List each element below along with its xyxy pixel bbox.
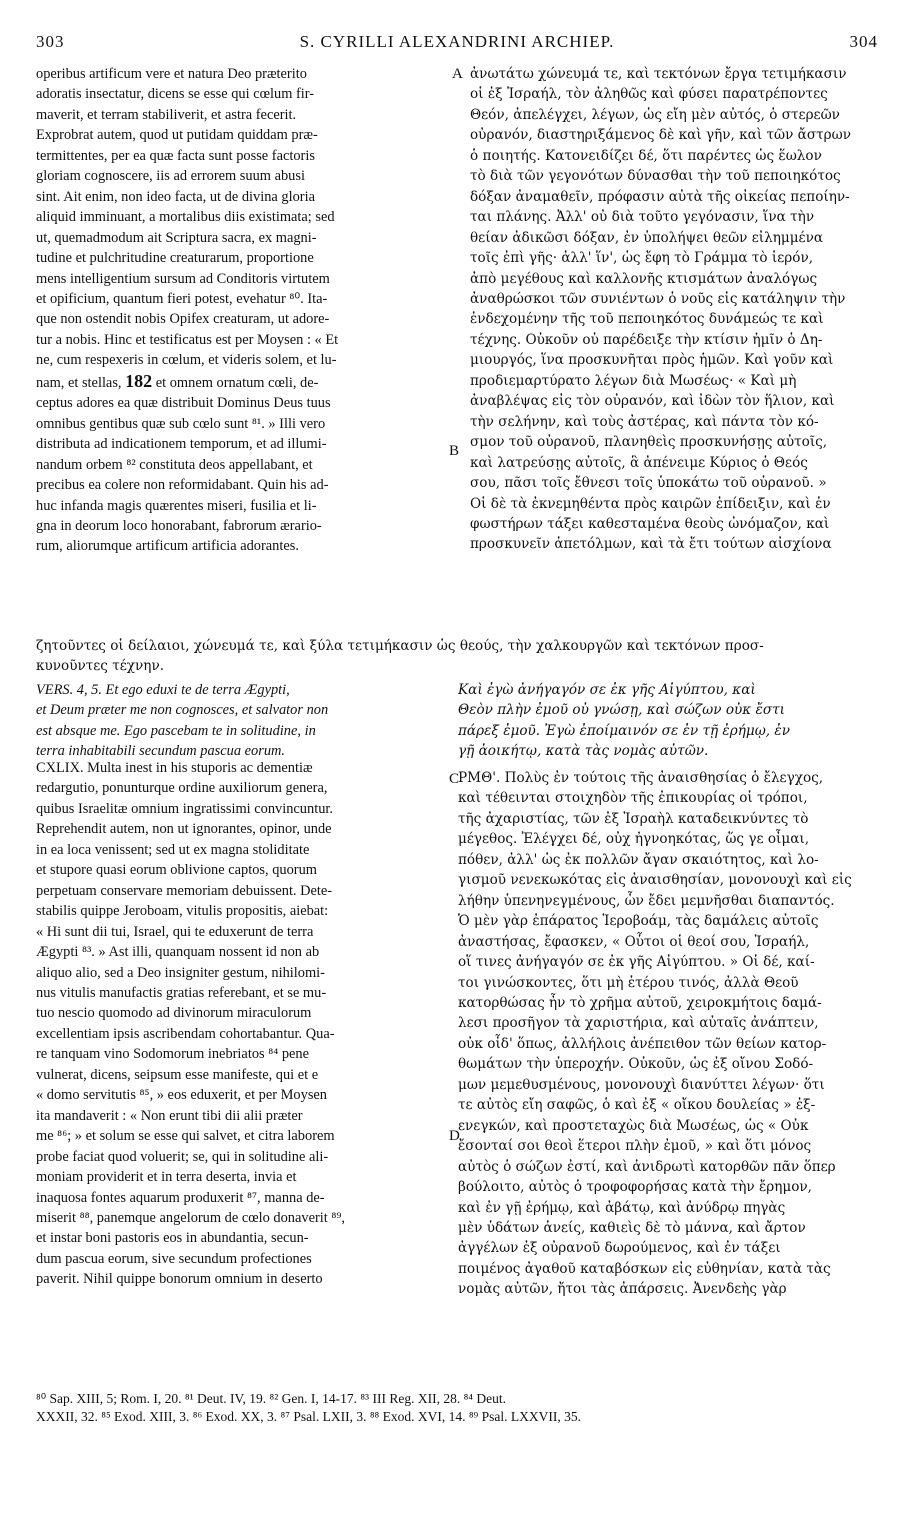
footnote-line: XXXII, 32. ⁸⁵ Exod. XIII, 3. ⁸⁶ Exod. XX, 3. ⁸⁷ Psal. LXII, 3. ⁸⁸ Exod. XVI, 14. ⁸⁹ Psal. LXXVII, 35. <box>36 1409 582 1424</box>
text-line: quibus Israelitæ omnium ingratissimi convincuntur. <box>36 800 333 817</box>
text-line: τε αὐτὸς εἴη σαφῶς, ὁ καὶ ἐξ « οἴκου δουλείας » ἐξ- <box>458 1097 816 1114</box>
margin-marker-d: D <box>449 1128 460 1144</box>
text-line: ἀνωτάτω χώνευμά τε, καὶ τεκτόνων ἔργα τετιμήκασιν <box>470 66 847 82</box>
text-line: σμον τοῦ οὐρανοῦ, πλανηθεὶς προσκυνήσῃς αὐτοῖς, <box>470 434 828 451</box>
text-line: inaquosa fontes aquarum produxerit ⁸⁷, manna de- <box>36 1189 325 1206</box>
text-line: Καὶ ἐγὼ ἀνήγαγόν σε ἐκ γῆς Αἰγύπτου, καὶ <box>458 682 756 698</box>
text-line: VERS. 4, 5. Et ego eduxi te de terra Ægypti, <box>36 682 290 698</box>
footnote-line: ⁸⁰ Sap. XIII, 5; Rom. I, 20. ⁸¹ Deut. IV, 19. ⁸² Gen. I, 14-17. ⁸³ III Reg. XII, 28. ⁸⁴ Deut. <box>36 1391 506 1406</box>
text-line: λεσι προσῆγον τὰ χαριστήρια, καὶ αὐταῖς ἀνάπτειν, <box>458 1015 819 1032</box>
verse-latin <box>36 680 446 762</box>
page-number-right: 304 <box>849 32 878 51</box>
text-line: operibus artificum vere et natura Deo præterito <box>36 66 307 82</box>
text-line: οὐκ οἶδ' ὅπως, ἀλλήλοις ἀνέπειθον τῶν θείων κατορ- <box>458 1035 827 1052</box>
text-line: μέγεθος. Ἐλέγχει δέ, οὐχ ἠγνοηκότας, ὥς γε οἶμαι, <box>458 831 810 848</box>
text-line: τῆς ἀχαριστίας, τῶν ἐξ Ἰσραὴλ καταδεικνύντες τὸ <box>458 810 809 827</box>
margin-marker-b: B <box>449 443 460 459</box>
text-line: paverit. Nihil quippe bonorum omnium in deserto <box>36 1271 323 1288</box>
text-line: dum pascua eorum, sive secundum profectiones <box>36 1250 312 1267</box>
text-line: ἀναθρώσκοι τῶν συνιέντων ὁ νοῦς εἰς κατάληψιν τὴν <box>470 290 846 307</box>
text-line: et Deum præter me non cognosces, et salvator non <box>36 702 329 719</box>
text-line: δόξαν ἀναμαθεῖν, πρόφασιν αὐτὰ τῆς οἰκείας πεποίην- <box>470 188 850 205</box>
text-line: aliquo alio, sed a Deo insigniter gestum, nihilomi- <box>36 964 325 981</box>
text-line: « Hi sunt dii tui, Israel, qui te eduxerunt de terra <box>36 923 314 940</box>
page-number-left: 303 <box>36 32 65 51</box>
text-line: re tanquam vino Sodomorum inebriatos ⁸⁴ pene <box>36 1046 310 1063</box>
text-line: ἀπὸ μεγέθους καὶ καλλονῆς κτισμάτων ἀναλόγως <box>470 270 818 287</box>
text-line: mens intelligentium sursum ad Conditoris virtutem <box>36 270 330 287</box>
text-line: θωμάτων τὴν ὑπεροχήν. Οὐκοῦν, ὡς ἐξ οἴνου Σοδό- <box>458 1056 814 1073</box>
text-line: terra inhabitabili secundum pascua eorum. <box>36 743 286 760</box>
text-line: omnibus gentibus quæ sub cœlo sunt ⁸¹. » Illi vero <box>36 415 326 432</box>
text-line: ὁ ποιητής. Κατονειδίζει δέ, ὅτι παρέντες ὡς ἕωλον <box>470 147 822 164</box>
latin-column-upper <box>36 64 446 557</box>
text-line: πάρεξ ἐμοῦ. Ἐγὼ ἐποίμαινόν σε ἐν τῇ ἐρήμῳ, ἐν <box>458 722 790 739</box>
text-line: perpetuam conservare memoriam debuissent. Dete- <box>36 882 333 899</box>
verse-greek <box>458 680 880 762</box>
footnotes <box>36 1390 880 1426</box>
text-line: aliquid imminuant, a mortalibus diis existimata; sed <box>36 209 335 226</box>
text-line: huc infanda magis quærentes miseri, fusilia et li- <box>36 497 317 514</box>
text-line: τοῖς ἐπὶ γῆς· ἀλλ' ἵν', ὡς ἔφη τὸ Γράμμα τὸ ἱερόν, <box>470 250 814 267</box>
text-line: καὶ τέθεινται στοιχηδὸν τῆς ἐπικουρίας οἱ τρόποι, <box>458 790 808 807</box>
margin-marker-c: C <box>449 771 460 787</box>
text-line: πόθεν, ἀλλ' ὡς ἐκ πολλῶν ἄγαν σκαιότητος, καὶ λο- <box>458 851 819 868</box>
text-line: que non ostendit nobis Opifex creaturam, ut adore- <box>36 311 330 328</box>
text-line: οὐρανόν, διαστηριξάμενος δὲ καὶ γῆν, καὶ τῶν ἄστρων <box>470 127 851 144</box>
text-line: vulnerat, dicens, seipsum esse manifeste, qui et e <box>36 1066 319 1083</box>
text-line: nandum orbem ⁸² constituta deos appellabant, et <box>36 456 313 473</box>
text-line: miserit ⁸⁸, panemque angelorum de cœlo donaverit ⁸⁹, <box>36 1209 345 1226</box>
text-line: moniam providerit et in terra deserta, invia et <box>36 1169 297 1186</box>
text-line: gloriam cognoscere, iis ad errorem suum abusi <box>36 168 305 185</box>
text-line: et instar boni pastoris eos in abundantia, secun- <box>36 1230 309 1247</box>
greek-spanning-lines <box>36 636 880 677</box>
text-line: tudine et pulchritudine creaturarum, proportione <box>36 250 314 267</box>
text-line: Ægypti ⁸³. » Ast illi, quanquam nossent id non ab <box>36 944 320 961</box>
text-line: maverit, et terram stabiliverit, et astra fecerit. <box>36 106 297 123</box>
latin-column-lower <box>36 758 446 1290</box>
text-line: σου, πᾶσι τοῖς ἔθνεσι τοῖς ὑποκάτω τοῦ οὐρανοῦ. » <box>470 475 827 492</box>
text-line: tuo nescio quomodo ad divinorum miraculorum <box>36 1005 312 1022</box>
text-line: sint. Ait enim, non ideo facta, ut de divina gloria <box>36 188 315 205</box>
text-line: et stupore quasi eorum oblivione captos, quorum <box>36 862 317 879</box>
text-line: οἵ τινες ἀνήγαγόν σε ἐκ γῆς Αἰγύπτου. » Οἱ δέ, καί- <box>458 954 815 971</box>
text-line: excellentiam ipsis ascribendam cohortabantur. Qua- <box>36 1025 335 1042</box>
text-line: ἀγγέλων ἐξ οὐρανοῦ δωρούμενος, καὶ ἐν τάξει <box>458 1240 781 1257</box>
margin-marker-a: A <box>452 66 463 82</box>
text-line: ne, cum respexeris in cœlum, et videris solem, et lu- <box>36 352 337 369</box>
text-line: ζητοῦντες οἱ δείλαιοι, χώνευμά τε, καὶ ξύλα τετιμήκασιν ὡς θεούς, τὴν χαλκουργῶν καὶ τεκτόνων προσ- <box>36 638 764 654</box>
text-line: precibus ea colere non reformidabant. Quin his ad- <box>36 477 329 494</box>
text-line: καὶ ἐν γῇ ἐρήμῳ, καὶ ἀβάτῳ, καὶ ἀνύδρῳ πηγὰς <box>458 1199 786 1216</box>
text-line: κυνοῦντες τέχνην. <box>36 658 165 675</box>
text-line: ἔσονταί σοι θεοὶ ἕτεροι πλὴν ἐμοῦ, » καὶ ὅτι μόνος <box>458 1138 812 1155</box>
text-line: ται πλάνης. Ἀλλ' οὐ διὰ τοῦτο γεγόνασιν, ἵνα τὴν <box>470 209 815 226</box>
text-line: ΡΜΘ'. Πολὺς ἐν τούτοις τῆς ἀναισθησίας ὁ ἔλεγχος, <box>458 770 824 786</box>
text-line: γισμοῦ νενεκωκότας εἰς ἀναισθησίαν, μονονουχὶ καὶ εἰς <box>458 872 852 889</box>
text-line: termittentes, per ea quæ facta sunt posse factoris <box>36 147 315 164</box>
text-line: λήθην ὑπενηνεγμένους, ὧν ἔδει μεμνῆσθαι διαπαντός. <box>458 892 835 909</box>
text-line: τὸ διὰ τῶν γεγονότων δύνασθαι τὴν τοῦ πεποιηκότος <box>470 168 841 185</box>
text-line: ποιμένος ἀγαθοῦ καταβόσκων εἰς εὐθηνίαν, κατὰ τὰς <box>458 1260 831 1277</box>
text-line: κατορθώσας ἦν τὸ χρῆμα αὐτοῦ, χειροκμήτοις δαμά- <box>458 994 822 1011</box>
text-line: Ὁ μὲν γὰρ ἐπάρατος Ἱεροβοάμ, τὰς δαμάλεις αὐτοῖς <box>458 913 819 930</box>
text-line: φωστήρων τάξει καθεσταμένα θεοὺς ὠνόμαζον, καὶ <box>470 515 830 532</box>
text-line: Οἱ δὲ τὰ ἐκνεμηθέντα πρὸς καιρῶν ἐπίδειξιν, καὶ ἐν <box>470 495 831 512</box>
running-title: S. CYRILLI ALEXANDRINI ARCHIEP. <box>299 32 615 51</box>
text-line: γῇ ἀοικήτῳ, κατὰ τὰς νομὰς αὐτῶν. <box>458 743 709 760</box>
text-line: CXLIX. Multa inest in his stuporis ac dementiæ <box>36 760 313 776</box>
text-line: μιουργός, ἵνα προσκυνῆται πρὸς ἡμῶν. Καὶ γοῦν καὶ <box>470 352 834 369</box>
text-line: καὶ λατρεύσῃς αὐτοῖς, ἃ ἀπένειμε Κύριος ὁ Θεός <box>470 454 808 471</box>
text-line: μων μεμεθυσμένους, μονονουχὶ διανύττει λέγων· ὅτι <box>458 1076 825 1093</box>
text-line: ἐνδεχομένην τῆς τοῦ πεποιηκότος δυνάμεώς τε καὶ <box>470 311 824 328</box>
text-line: θείαν ἀδικῶσι δόξαν, ἐν ὑπολήψει θεῶν εἰλημμένα <box>470 229 824 246</box>
text-line: est absque me. Ego pascebam te in solitudine, in <box>36 722 316 739</box>
text-line: οἱ ἐξ Ἰσραήλ, τὸν ἀληθῶς καὶ φύσει παρατρέποντες <box>470 86 828 103</box>
text-line: ita mandaverit : « Non erunt tibi dii alii præter <box>36 1107 303 1124</box>
text-line: τέχνης. Οὐκοῦν οὐ παρέδειξε τὴν κτίσιν ἡμῖν ὁ Δη- <box>470 331 823 348</box>
text-line: ut, quemadmodum ait Scriptura sacra, ex magni- <box>36 229 317 246</box>
text-line: νομὰς αὐτῶν, ἤτοι τὰς ἀπάρσεις. Ἀνενδεὴς γὰρ <box>458 1281 787 1298</box>
text-line <box>36 371 446 393</box>
running-header <box>36 32 878 58</box>
text-line: ἀναβλέψας εἰς τὸν οὐρανόν, καὶ ἰδὼν τὸν ἥλιον, καὶ <box>470 393 835 410</box>
text-line: Θεόν, ἀπελέγχει, λέγων, ὡς εἴη μὲν αὐτός, ὁ στερεῶν <box>470 106 840 123</box>
text-line: βούλοιτο, αὐτὸς ὁ τροφοφορήσας κατὰ τὴν ἔρημον, <box>458 1179 812 1196</box>
text-line: rum, aliorumque artificum artificia adorantes. <box>36 538 299 555</box>
text-line: ἀναστήσας, ἔφασκεν, « Οὗτοι οἱ θεοί σου, Ἰσραήλ, <box>458 933 810 950</box>
text-line: stabilis quippe Jeroboam, vitulis propositis, aiebat: <box>36 903 329 920</box>
text-line: ceptus adores ea quæ distribuit Dominus Deus tuus <box>36 395 331 412</box>
text-line: distributa ad indicationem temporum, et ad illumi- <box>36 436 327 453</box>
text-line: adoratis insectatur, dicens se esse qui cœlum fir- <box>36 86 315 103</box>
text-line: in ea loca venissent; sed ut ex magna stoliditate <box>36 841 310 858</box>
text-line: et opificium, quantum fieri potest, evehatur ⁸⁰. Ita- <box>36 290 328 307</box>
text-line: Exprobrat autem, quod ut putidam quiddam præ- <box>36 127 318 144</box>
text-line: ενεγκών, καὶ προστεταχὼς διὰ Μωσέως, ὡς « Οὐκ <box>458 1117 809 1134</box>
text-line: αὐτὸς ὁ σώζων ἐστί, καὶ ἀνιδρωτὶ κατορθῶν πᾶν ὅπερ <box>458 1158 836 1175</box>
text-fragment: nam, et stellas, <box>36 374 122 391</box>
text-line: me ⁸⁶; » et solum se esse qui salvet, et citra laborem <box>36 1128 335 1145</box>
text-line: redargutio, ponunturque ordine auxiliorum genera, <box>36 780 328 797</box>
text-line: Reprehendit autem, non ut ignorantes, opinor, unde <box>36 821 332 838</box>
text-fragment: et omnem ornatum cœli, de- <box>155 374 319 391</box>
text-line: gna in deorum loco honorabant, fabrorum ærario- <box>36 517 322 534</box>
text-line: Θεὸν πλὴν ἐμοῦ οὐ γνώσῃ, καὶ σώζων οὐκ ἔστι <box>458 702 785 719</box>
text-line: προδιεμαρτύρατο λέγων διὰ Μωσέως· « Καὶ μὴ <box>470 372 797 389</box>
text-line: probe faciat quod voluerit; se, qui in solitudine ali- <box>36 1148 329 1165</box>
text-line: nus vitulis manufactis gratias referebant, et se mu- <box>36 984 327 1001</box>
greek-column-upper <box>470 64 880 555</box>
text-line: μὲν ὑδάτων ἀνείς, καθιεὶς δὲ τὸ μάννα, καὶ ἄρτον <box>458 1219 806 1236</box>
text-line: « domo servitutis ⁸⁵, » eos eduxerit, et per Moysen <box>36 1087 328 1104</box>
text-line: tur a nobis. Hinc et testificatus est per Moysen : « Et <box>36 331 339 348</box>
text-line: τοι γινώσκοντες, ὅτι μὴ ἑτέρου τινός, ἀλλὰ Θεοῦ <box>458 974 799 991</box>
greek-column-lower <box>458 768 880 1300</box>
column-number: 182 <box>125 370 153 391</box>
text-line: προσκυνεῖν ἀπετόλμων, καὶ τὰ ἔτι τούτων αἰσχίονα <box>470 536 832 553</box>
text-line: τὴν σελήνην, καὶ τοὺς ἀστέρας, καὶ πάντα τὸν κό- <box>470 413 819 430</box>
